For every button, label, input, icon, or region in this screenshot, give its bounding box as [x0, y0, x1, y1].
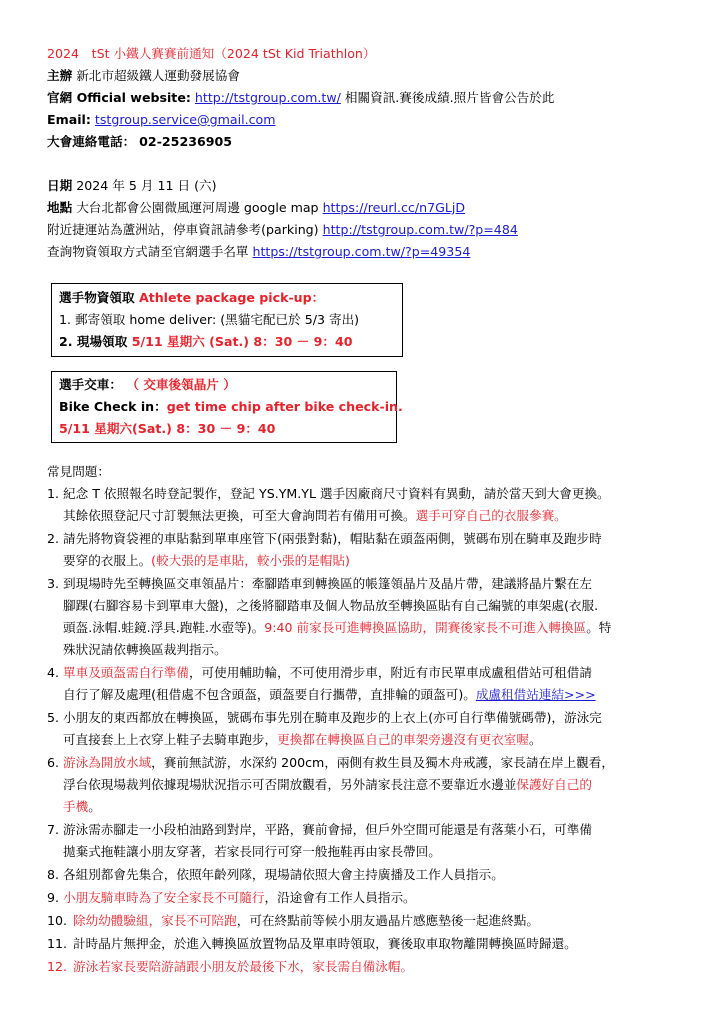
faq-6-highlight: 游泳為開放水域	[63, 755, 152, 770]
faq-num-9: 9.	[47, 890, 60, 905]
faq-3-line-4: 殊狀況請依轉換區裁判指示。	[63, 642, 227, 657]
map-link[interactable]: https://reurl.cc/n7GLjD	[322, 200, 466, 215]
pickup-info-link[interactable]: https://tstgroup.com.tw/?p=49354	[252, 244, 471, 259]
faq-9-highlight: 小朋友騎車時為了安全家長不可隨行	[63, 890, 265, 905]
parking-link[interactable]: http://tstgroup.com.tw/?p=484	[322, 222, 518, 237]
phone-number: 02-25236905	[139, 134, 233, 149]
faq-3-line-3	[63, 617, 611, 639]
faq-5-highlight: 更換都在轉換區自己的車架旁邊沒有更衣室喔	[277, 732, 529, 747]
faq-num-4: 4.	[47, 665, 60, 680]
faq-num-10: 10.	[47, 913, 68, 928]
faq-5-line-1: 小朋友的東西都放在轉換區，號碼布事先別在騎車及跑步的上衣上(亦可自行準備號碼帶)，游泳完	[63, 710, 602, 725]
faq-1-line-2	[63, 505, 567, 527]
organizer-line	[47, 66, 240, 86]
faq-1-line-1: 紀念 T 依照報名時登記製作，登記 YS.YM.YL 選手因廠商尺寸資料有異動，請於當天到大會更換。	[63, 486, 610, 501]
faq-12-line-1: 游泳若家長要陪游請跟小朋友於最後下水，家長需自備泳帽。	[73, 959, 414, 974]
bike-line-3: 5/11 星期六(Sat.) 8：30 － 9：40	[59, 421, 276, 436]
faq-6-highlight-3: 手機	[63, 799, 89, 814]
faq-num-6: 6.	[47, 755, 60, 770]
faq-num-1: 1.	[47, 486, 60, 501]
package-title-zh: 選手物資領取	[59, 290, 135, 305]
faq-6-line-2	[63, 774, 592, 796]
faq-4-line-2	[63, 684, 596, 706]
email-line	[47, 110, 276, 130]
website-note: 相關資訊.賽後成績.照片皆會公告於此	[344, 90, 555, 105]
faq-9-text: ，沿途會有工作人員指示。	[264, 890, 416, 905]
organizer-label: 主辦	[47, 68, 73, 83]
faq-num-12: 12.	[47, 959, 68, 974]
faq-3-tail: 。特	[586, 620, 612, 635]
faq-2-line-1: 請先將物資袋裡的車貼黏到單車座管下(兩張對黏)，帽貼黏在頭盔兩側，號碼布別在騎車及跑步時	[63, 531, 602, 546]
bike-title-note: （ 交車後領晶片 ）	[126, 377, 236, 392]
faq-7-line-2: 拋棄式拖鞋讓小朋友穿著，若家長同行可穿一般拖鞋再由家長帶回。	[63, 844, 441, 859]
bike-title-zh: 選手交車：	[59, 377, 122, 392]
faq-2-line-2	[63, 550, 350, 572]
website-label: 官網 Official website:	[47, 90, 191, 105]
faq-5-tail: 。	[528, 732, 542, 747]
faq-4-highlight: 單車及頭盔需自行準備	[63, 665, 189, 680]
faq-7-line-1: 游泳需赤腳走一小段柏油路到對岸，平路，賽前會掃，但戶外空間可能還是有落葉小石，可準備	[63, 822, 592, 837]
email-link[interactable]: tstgroup.service@gmail.com	[94, 112, 276, 127]
faq-num-8: 8.	[47, 867, 60, 882]
faq-num-2: 2.	[47, 531, 60, 546]
location-line	[47, 198, 465, 218]
package-item-2-label: 2. 現場領取	[59, 334, 128, 349]
faq-num-7: 7.	[47, 822, 60, 837]
date-value: 2024 年 5 月 11 日 (六)	[76, 178, 217, 193]
date-line	[47, 176, 217, 196]
faq-11-line-1: 計時晶片無押金，於進入轉換區放置物品及單車時領取，賽後取車取物離開轉換區時歸還。	[73, 936, 577, 951]
page-title: 2024 tSt 小鐵人賽賽前通知（2024 tSt Kid Triathlon）	[47, 46, 376, 61]
faq-3-line-1: 到現場時先至轉換區交車領晶片：牽腳踏車到轉換區的帳篷領晶片及晶片帶，建議將晶片繫在左	[63, 576, 592, 591]
faq-1-text: 其餘依照登記尺寸訂製無法更換，可至大會詢問若有備用可換。	[63, 508, 416, 523]
faq-2-text: 要穿的衣服上。	[63, 553, 152, 568]
bike-checkin-box	[51, 371, 403, 443]
faq-5-line-2	[63, 729, 542, 751]
faq-6-highlight-2: 保護好自己的	[516, 777, 592, 792]
faq-title: 常見問題：	[47, 464, 110, 479]
date-label: 日期	[47, 178, 73, 193]
parking-text: 附近捷運站為蘆洲站，停車資訊請參考(parking)	[47, 222, 319, 237]
faq-num-5: 5.	[47, 710, 60, 725]
package-title-en: Athlete package pick-up：	[138, 290, 325, 305]
phone-label: 大會連絡電話：	[47, 134, 136, 149]
pickup-info-line	[47, 242, 470, 262]
package-item-1: 1. 郵寄領取 home deliver: (黑貓宅配已於 5/3 寄出)	[59, 312, 360, 327]
website-link[interactable]: http://tstgroup.com.tw/	[194, 90, 341, 105]
faq-6-line-1	[63, 752, 614, 774]
location-label: 地點	[47, 200, 73, 215]
faq-1-highlight: 選手可穿自己的衣服參賽。	[415, 508, 567, 523]
faq-5-text: 可直接套上上衣穿上鞋子去騎車跑步，	[63, 732, 278, 747]
website-line	[47, 88, 554, 108]
package-item-2-time: 5/11 星期六 (Sat.) 8：30 － 9：40	[131, 334, 353, 349]
faq-3-line-2: 腳踝(右腳容易卡到單車大盤)，之後將腳踏車及個人物品放至轉換區貼有自己編號的車架處(衣服.	[63, 598, 599, 613]
email-label: Email:	[47, 112, 91, 127]
faq-6-line-3	[63, 796, 101, 818]
phone-line	[47, 132, 232, 152]
faq-4-text-2: 自行了解及處理(租借處不包含頭盔，頭盔要自行攜帶，直排輪的頭盔可)。	[63, 687, 476, 702]
faq-2-highlight: (較大張的是車貼，較小張的是帽貼)	[151, 553, 350, 568]
faq-3-highlight: 9:40 前家長可進轉換區協助，開賽後家長不可進入轉換區	[264, 620, 587, 635]
bike-line-2-note: get time chip after bike check-in.	[166, 399, 403, 414]
faq-10-text: ，可在終點前等候小朋友過晶片感應墊後一起進終點。	[236, 913, 539, 928]
faq-10-highlight: 除幼幼體驗組，家長不可陪跑	[73, 913, 237, 928]
bike-title	[59, 375, 236, 395]
faq-8-line-1: 各組別都會先集合，依照年齡列隊，現場請依照大會主持廣播及工作人員指示。	[63, 867, 504, 882]
bike-line-2	[59, 397, 403, 417]
faq-6-text-2: 浮台依現場裁判依據現場狀況指示可否開放觀看，另外請家長注意不要靠近水邊並	[63, 777, 517, 792]
faq-3-text: 頭盔.泳帽.蛙鏡.浮具.跑鞋.水壺等)。	[63, 620, 265, 635]
faq-6-tail: 。	[88, 799, 101, 814]
faq-num-3: 3.	[47, 576, 60, 591]
pickup-info-text: 查詢物資領取方式請至官網選手名單	[47, 244, 249, 259]
location-value: 大台北都會公園微風運河周邊 google map	[76, 200, 319, 215]
bike-line-2-label: Bike Check in：	[59, 399, 167, 414]
package-item-2	[59, 332, 353, 352]
organizer-name: 新北市超級鐵人運動發展協會	[76, 68, 240, 83]
parking-line	[47, 220, 518, 240]
faq-4-line-1	[63, 662, 592, 684]
rental-station-link[interactable]: 成盧租借站連結>>>	[475, 687, 596, 702]
faq-4-text: ，可使用輔助輪，不可使用滑步車，附近有市民單車成盧租借站可租借請	[188, 665, 592, 680]
faq-9-line-1	[63, 887, 416, 909]
package-pickup-box	[51, 283, 403, 357]
faq-10-line-1	[73, 910, 539, 932]
faq-6-text: ，賽前無試游，水深約 200cm，兩側有救生員及獨木舟戒護，家長請在岸上觀看，	[151, 755, 614, 770]
package-title	[59, 288, 324, 308]
faq-num-11: 11.	[47, 936, 68, 951]
